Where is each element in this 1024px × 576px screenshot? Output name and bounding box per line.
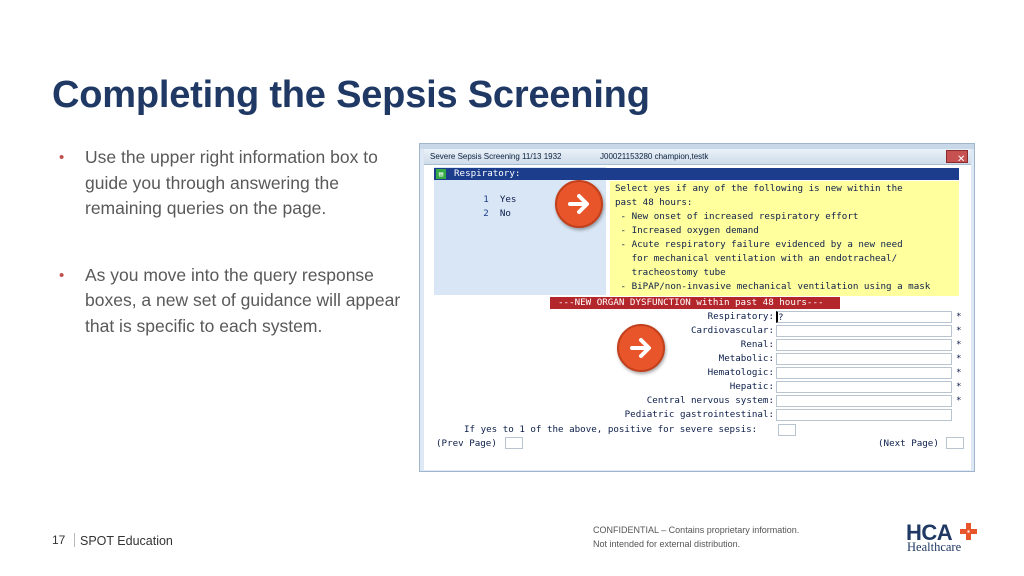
metabolic-input[interactable] xyxy=(776,353,952,365)
info-line: past 48 hours: xyxy=(615,197,693,208)
footer-divider xyxy=(74,533,75,547)
info-line: Select yes if any of the following is new within the xyxy=(615,183,903,194)
positive-sepsis-input[interactable] xyxy=(778,424,796,436)
required-marker: * xyxy=(956,367,962,378)
info-line: - Acute respiratory failure evidenced by a new need xyxy=(615,239,903,250)
confidential-notice xyxy=(593,524,799,551)
required-marker: * xyxy=(956,339,962,350)
field-label-cns: Central nervous system: xyxy=(646,395,774,406)
bullet-list xyxy=(56,145,416,339)
respiratory-header: ▤ Respiratory: xyxy=(434,168,959,180)
positive-question-label: If yes to 1 of the above, positive for severe sepsis: xyxy=(464,424,758,435)
info-line: - Increased oxygen demand xyxy=(615,225,759,236)
info-line: tracheostomy tube xyxy=(615,267,726,278)
sepsis-screening-window xyxy=(419,143,975,472)
footer-org: SPOT Education xyxy=(80,534,173,548)
hepatic-input[interactable] xyxy=(776,381,952,393)
window-patient-id: J00021153280 champion,testk xyxy=(600,152,709,161)
renal-input[interactable] xyxy=(776,339,952,351)
field-label-hematologic: Hematologic: xyxy=(707,367,774,378)
option-no[interactable]: 2 No xyxy=(483,208,511,219)
field-label-respiratory: Respiratory: xyxy=(707,311,774,322)
required-marker: * xyxy=(956,395,962,406)
confidential-line: CONFIDENTIAL – Contains proprietary information. xyxy=(593,525,800,535)
info-line: for mechanical ventilation with an endotracheal/ xyxy=(615,253,898,264)
cns-input[interactable] xyxy=(776,395,952,407)
prev-page-input[interactable] xyxy=(505,437,523,449)
arrow-right-icon xyxy=(555,180,603,228)
next-page-button[interactable]: (Next Page) xyxy=(878,438,939,449)
bullet-item: • As you move into the query response boxes, a new set of guidance will appear that is specific to each system. xyxy=(56,263,416,340)
page-number: 17 xyxy=(52,533,66,547)
hematologic-input[interactable] xyxy=(776,367,952,379)
close-icon: ✕ xyxy=(957,154,966,165)
window-title: Severe Sepsis Screening 11/13 1932 xyxy=(430,152,562,161)
required-marker: * xyxy=(956,353,962,364)
logo-cross-icon xyxy=(960,523,977,540)
form-area xyxy=(424,165,971,470)
cardiovascular-input[interactable] xyxy=(776,325,952,337)
field-label-metabolic: Metabolic: xyxy=(718,353,774,364)
bullet-item: • Use the upper right information box to guide you through answering the remaining queries on the page. xyxy=(56,145,416,222)
arrow-right-icon xyxy=(617,324,665,372)
confidential-line: Not intended for external distribution. xyxy=(593,538,741,549)
logo-word: HCA xyxy=(906,520,953,545)
prev-page-button[interactable]: (Prev Page) xyxy=(436,438,497,449)
required-marker: * xyxy=(956,311,962,322)
field-label-cardiovascular: Cardiovascular: xyxy=(691,325,774,336)
hca-logo xyxy=(906,520,986,560)
required-marker: * xyxy=(956,325,962,336)
slide-title: Completing the Sepsis Screening xyxy=(52,74,650,116)
option-yes[interactable]: 1 Yes xyxy=(483,194,517,205)
field-label-pediatric-gi: Pediatric gastrointestinal: xyxy=(624,409,774,420)
respiratory-input[interactable]: ? xyxy=(776,311,952,323)
window-titlebar xyxy=(424,149,971,165)
close-button[interactable] xyxy=(946,150,968,163)
info-line: - New onset of increased respiratory effort xyxy=(615,211,859,222)
field-label-hepatic: Hepatic: xyxy=(729,381,774,392)
field-label-renal: Renal: xyxy=(740,339,774,350)
form-icon: ▤ xyxy=(436,169,446,179)
info-line: - BiPAP/non-invasive mechanical ventilation using a mask xyxy=(615,281,931,292)
next-page-input[interactable] xyxy=(946,437,964,449)
info-box xyxy=(610,181,959,296)
pediatric-gi-input[interactable] xyxy=(776,409,952,421)
required-marker: * xyxy=(956,381,962,392)
logo-subtext: Healthcare xyxy=(907,540,962,554)
organ-dysfunction-banner: ---NEW ORGAN DYSFUNCTION within past 48 hours--- xyxy=(550,297,840,309)
